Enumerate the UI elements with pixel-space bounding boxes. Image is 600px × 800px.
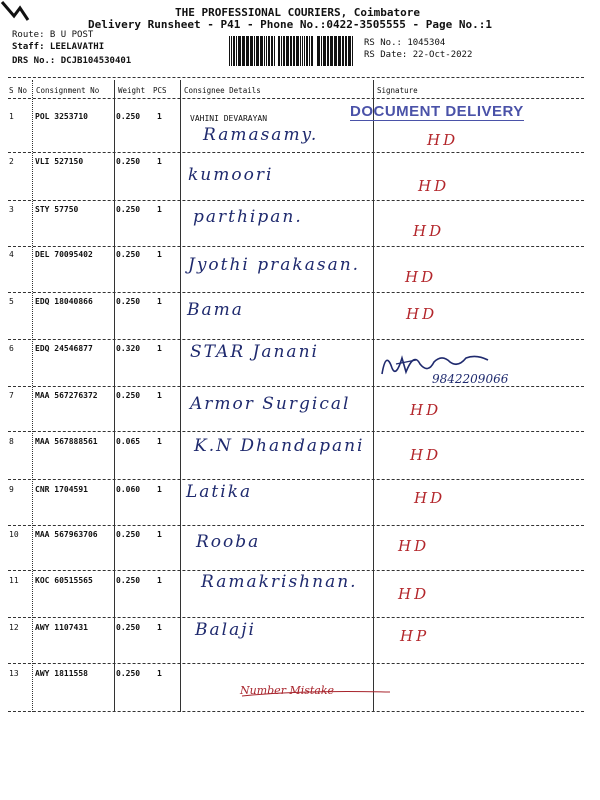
row-pcs: 1 bbox=[157, 669, 162, 678]
row-handwritten-name: Armor Surgical bbox=[190, 394, 351, 414]
row-pcs: 1 bbox=[157, 530, 162, 539]
row-sno: 9 bbox=[9, 485, 14, 494]
company-title: THE PROFESSIONAL COURIERS, Coimbatore bbox=[175, 6, 421, 19]
row-weight: 0.060 bbox=[116, 485, 141, 494]
row-pcs: 1 bbox=[157, 391, 162, 400]
col-header-pcs: PCS bbox=[153, 86, 167, 95]
row-signature: HD bbox=[427, 131, 459, 149]
row-consignment: AWY 1107431 bbox=[35, 623, 88, 632]
row-handwritten-name: Balaji bbox=[195, 620, 256, 640]
row-signature: HD bbox=[413, 222, 445, 240]
row-pcs: 1 bbox=[157, 344, 162, 353]
row-weight: 0.250 bbox=[116, 112, 141, 121]
row-weight: 0.250 bbox=[116, 623, 141, 632]
row-handwritten-name: STAR Janani bbox=[190, 342, 319, 362]
row-rule bbox=[8, 386, 584, 387]
row-rule bbox=[8, 152, 584, 153]
row-handwritten-name: K.N Dhandapani bbox=[194, 436, 365, 456]
row-pcs: 1 bbox=[157, 205, 162, 214]
row-weight: 0.065 bbox=[116, 437, 141, 446]
row-rule bbox=[8, 663, 584, 664]
row-handwritten-name: Latika bbox=[186, 482, 253, 502]
row-weight: 0.250 bbox=[116, 250, 141, 259]
row-signature: HD bbox=[410, 446, 442, 464]
row-weight: 0.250 bbox=[116, 297, 141, 306]
row-weight: 0.250 bbox=[116, 576, 141, 585]
row-consignment: EDQ 24546877 bbox=[35, 344, 93, 353]
footer-note: Number Mistake bbox=[240, 684, 335, 697]
row-consignment: CNR 1704591 bbox=[35, 485, 88, 494]
staff-label: Staff: LEELAVATHI bbox=[12, 42, 105, 52]
drs-number: DRS No.: DCJB104530401 bbox=[12, 56, 132, 66]
row-sno: 10 bbox=[9, 530, 19, 539]
delivery-stamp: DOCUMENT DELIVERY bbox=[350, 103, 524, 120]
row-rule bbox=[8, 292, 584, 293]
col-header-consignment: Consignment No bbox=[36, 86, 100, 95]
row-pcs: 1 bbox=[157, 297, 162, 306]
row-consignment: POL 3253710 bbox=[35, 112, 88, 121]
row-sno: 5 bbox=[9, 297, 14, 306]
row-consignment: MAA 567888561 bbox=[35, 437, 98, 446]
row-consignment: AWY 1811558 bbox=[35, 669, 88, 678]
corner-mark bbox=[0, 0, 36, 22]
row-pcs: 1 bbox=[157, 157, 162, 166]
row-signature: HD bbox=[418, 177, 450, 195]
runsheet-line: Delivery Runsheet - P41 - Phone No.:0422-3505555 - Page No.:1 bbox=[88, 18, 492, 31]
row-signature: HD bbox=[398, 585, 430, 603]
row-consignment: DEL 70095402 bbox=[35, 250, 93, 259]
row-consignment: EDQ 18040866 bbox=[35, 297, 93, 306]
row-consignee: VAHINI DEVARAYAN bbox=[190, 114, 268, 123]
row-sno: 2 bbox=[9, 157, 14, 166]
row-consignment: STY 57750 bbox=[35, 205, 79, 214]
col-header-signature: Signature bbox=[377, 86, 418, 95]
row-handwritten-name: Ramasamy. bbox=[203, 125, 319, 145]
row-pcs: 1 bbox=[157, 437, 162, 446]
row-signature: HD bbox=[410, 401, 442, 419]
route-label: Route: B U POST bbox=[12, 30, 94, 40]
row-rule bbox=[8, 200, 584, 201]
row-sno: 6 bbox=[9, 344, 14, 353]
row-handwritten-name: kumoori bbox=[188, 165, 274, 185]
row-signature: HD bbox=[414, 489, 446, 507]
row-signature: HP bbox=[400, 627, 430, 645]
row-pcs: 1 bbox=[157, 250, 162, 259]
row-handwritten-name: Bama bbox=[187, 300, 244, 320]
row-sno: 4 bbox=[9, 250, 14, 259]
row-handwritten-name: Rooba bbox=[196, 532, 261, 552]
row-handwritten-name: parthipan. bbox=[193, 207, 303, 227]
row-pcs: 1 bbox=[157, 623, 162, 632]
rs-date: RS Date: 22-Oct-2022 bbox=[364, 50, 473, 60]
row-weight: 0.250 bbox=[116, 669, 141, 678]
row-pcs: 1 bbox=[157, 112, 162, 121]
row-weight: 0.320 bbox=[116, 344, 141, 353]
row-signature: HD bbox=[406, 305, 438, 323]
row-weight: 0.250 bbox=[116, 530, 141, 539]
row-rule bbox=[8, 525, 584, 526]
row-rule bbox=[8, 617, 584, 618]
row-sno: 13 bbox=[9, 669, 19, 678]
col-header-weight: Weight bbox=[118, 86, 146, 95]
row-consignment: VLI 527150 bbox=[35, 157, 84, 166]
row-handwritten-name: Jyothi prakasan. bbox=[188, 255, 361, 275]
row-signature: HD bbox=[405, 268, 437, 286]
row-rule bbox=[8, 570, 584, 571]
signature-phone: 9842209066 bbox=[432, 372, 509, 386]
row-consignment: MAA 567963706 bbox=[35, 530, 98, 539]
row-signature: HD bbox=[398, 537, 430, 555]
note-underline bbox=[240, 680, 400, 700]
row-consignment: KOC 60515565 bbox=[35, 576, 93, 585]
row-rule bbox=[8, 711, 584, 712]
row-sno: 3 bbox=[9, 205, 14, 214]
barcode bbox=[229, 36, 355, 66]
row-rule bbox=[8, 431, 584, 432]
row-weight: 0.250 bbox=[116, 157, 141, 166]
table-header-rule bbox=[8, 98, 584, 99]
col-header-sno: S No bbox=[9, 86, 28, 95]
row-handwritten-name: Ramakrishnan. bbox=[201, 572, 358, 592]
row-pcs: 1 bbox=[157, 485, 162, 494]
row-sno: 1 bbox=[9, 112, 14, 121]
row-weight: 0.250 bbox=[116, 391, 141, 400]
col-header-consignee: Consignee Details bbox=[184, 86, 261, 95]
row-weight: 0.250 bbox=[116, 205, 141, 214]
row-pcs: 1 bbox=[157, 576, 162, 585]
row-rule bbox=[8, 479, 584, 480]
row-consignment: MAA 567276372 bbox=[35, 391, 98, 400]
rs-number: RS No.: 1045304 bbox=[364, 38, 446, 48]
row-rule bbox=[8, 339, 584, 340]
row-rule bbox=[8, 246, 584, 247]
row-sno: 7 bbox=[9, 391, 14, 400]
row-sno: 8 bbox=[9, 437, 14, 446]
table-top-rule bbox=[8, 77, 584, 78]
row-sno: 11 bbox=[9, 576, 19, 585]
row-sno: 12 bbox=[9, 623, 19, 632]
